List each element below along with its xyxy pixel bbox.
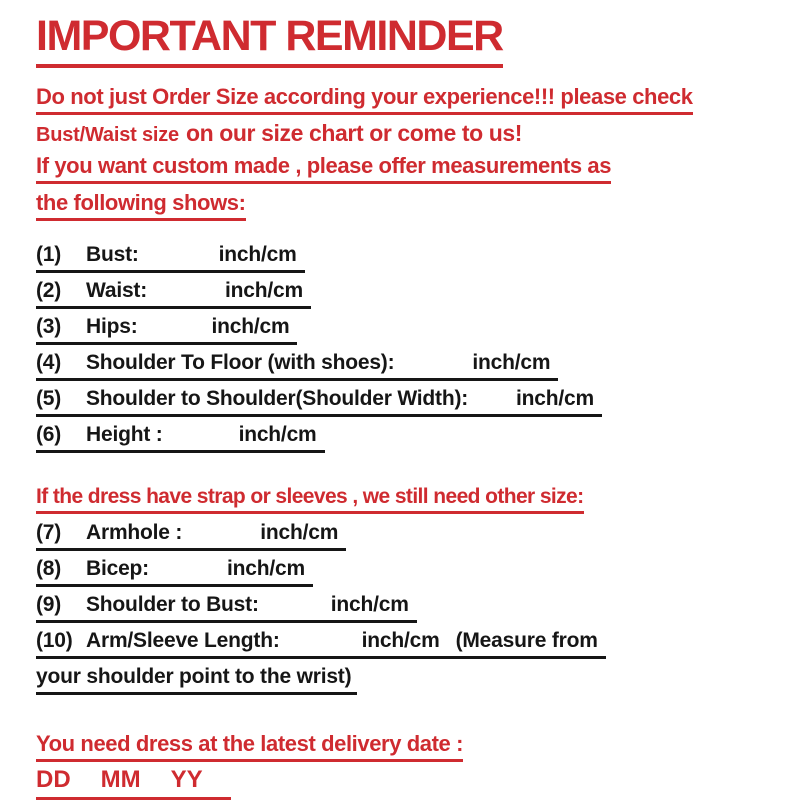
measurement-row-waist bbox=[36, 279, 760, 309]
unit-label: inch/cm bbox=[218, 242, 297, 266]
measurement-row-bust bbox=[36, 243, 760, 273]
unit-label: inch/cm bbox=[516, 386, 595, 410]
measure-from-note: (Measure from bbox=[455, 628, 598, 652]
intro-line-experience-text: Do not just Order Size according your experience!!! please check bbox=[36, 84, 693, 115]
item-number: (3) bbox=[36, 314, 62, 338]
shoulder-point-wrist-text: your shoulder point to the wrist) bbox=[36, 665, 357, 695]
item-label: Arm/Sleeve Length: bbox=[86, 628, 280, 652]
item-label: Shoulder to Bust: bbox=[86, 592, 259, 616]
item-label: Bicep: bbox=[86, 556, 149, 580]
item-number: (9) bbox=[36, 592, 62, 616]
unit-label: inch/cm bbox=[260, 520, 339, 544]
intro-line-size-chart bbox=[36, 120, 760, 147]
date-fields-row bbox=[36, 766, 760, 800]
unit-label: inch/cm bbox=[238, 422, 317, 446]
unit-label: inch/cm bbox=[472, 350, 551, 374]
delivery-date-note-text: You need dress at the latest delivery date : bbox=[36, 731, 463, 762]
measurement-row-hips bbox=[36, 315, 760, 345]
item-number: (6) bbox=[36, 422, 62, 446]
intro-line-experience bbox=[36, 84, 760, 115]
item-label: Hips: bbox=[86, 314, 138, 338]
item-number: (5) bbox=[36, 386, 62, 410]
measurement-row-height bbox=[36, 423, 760, 453]
intro-line-following-shows bbox=[36, 190, 760, 221]
item-label: Shoulder to Shoulder(Shoulder Width): bbox=[86, 386, 469, 410]
date-fields bbox=[36, 766, 231, 800]
measurement-row-arm-sleeve-length bbox=[36, 629, 760, 659]
item-label: Shoulder To Floor (with shoes): bbox=[86, 350, 395, 374]
unit-label: inch/cm bbox=[211, 314, 290, 338]
intro-line-following-shows-text: the following shows: bbox=[36, 190, 246, 221]
strap-sleeves-note bbox=[36, 485, 760, 514]
unit-label: inch/cm bbox=[330, 592, 409, 616]
item-label: Height : bbox=[86, 422, 163, 446]
year-field: YY bbox=[170, 765, 203, 793]
unit-label: inch/cm bbox=[361, 628, 440, 652]
day-field: DD bbox=[36, 765, 71, 793]
item-number: (10) bbox=[36, 628, 73, 652]
delivery-date-note bbox=[36, 731, 760, 762]
item-number: (1) bbox=[36, 242, 62, 266]
item-label: Armhole : bbox=[86, 520, 183, 544]
unit-label: inch/cm bbox=[225, 278, 303, 302]
measurement-row-shoulder-to-floor bbox=[36, 351, 760, 381]
item-label: Waist: bbox=[86, 278, 148, 302]
intro-line-custom-made bbox=[36, 153, 760, 184]
extra-measurement-list bbox=[36, 521, 760, 695]
measurement-row-armhole bbox=[36, 521, 760, 551]
measurement-list bbox=[36, 243, 760, 453]
item-number: (2) bbox=[36, 278, 62, 302]
document-title: IMPORTANT REMINDER bbox=[36, 14, 503, 68]
item-number: (4) bbox=[36, 350, 62, 374]
item-number: (8) bbox=[36, 556, 62, 580]
measurement-row-bicep bbox=[36, 557, 760, 587]
measurement-row-shoulder-to-bust bbox=[36, 593, 760, 623]
measurement-row-shoulder-width bbox=[36, 387, 760, 417]
month-field: MM bbox=[100, 765, 141, 793]
item-label: Bust: bbox=[86, 242, 139, 266]
unit-label: inch/cm bbox=[226, 556, 305, 580]
strap-sleeves-note-text: If the dress have strap or sleeves , we still need other size: bbox=[36, 485, 584, 514]
size-chart-text: on our size chart or come to us! bbox=[185, 119, 523, 146]
measurement-row-continuation bbox=[36, 665, 760, 695]
intro-line-custom-made-text: If you want custom made , please offer measurements as bbox=[36, 153, 611, 184]
item-number: (7) bbox=[36, 520, 62, 544]
bust-waist-size-label: Bust/Waist size bbox=[36, 123, 179, 146]
